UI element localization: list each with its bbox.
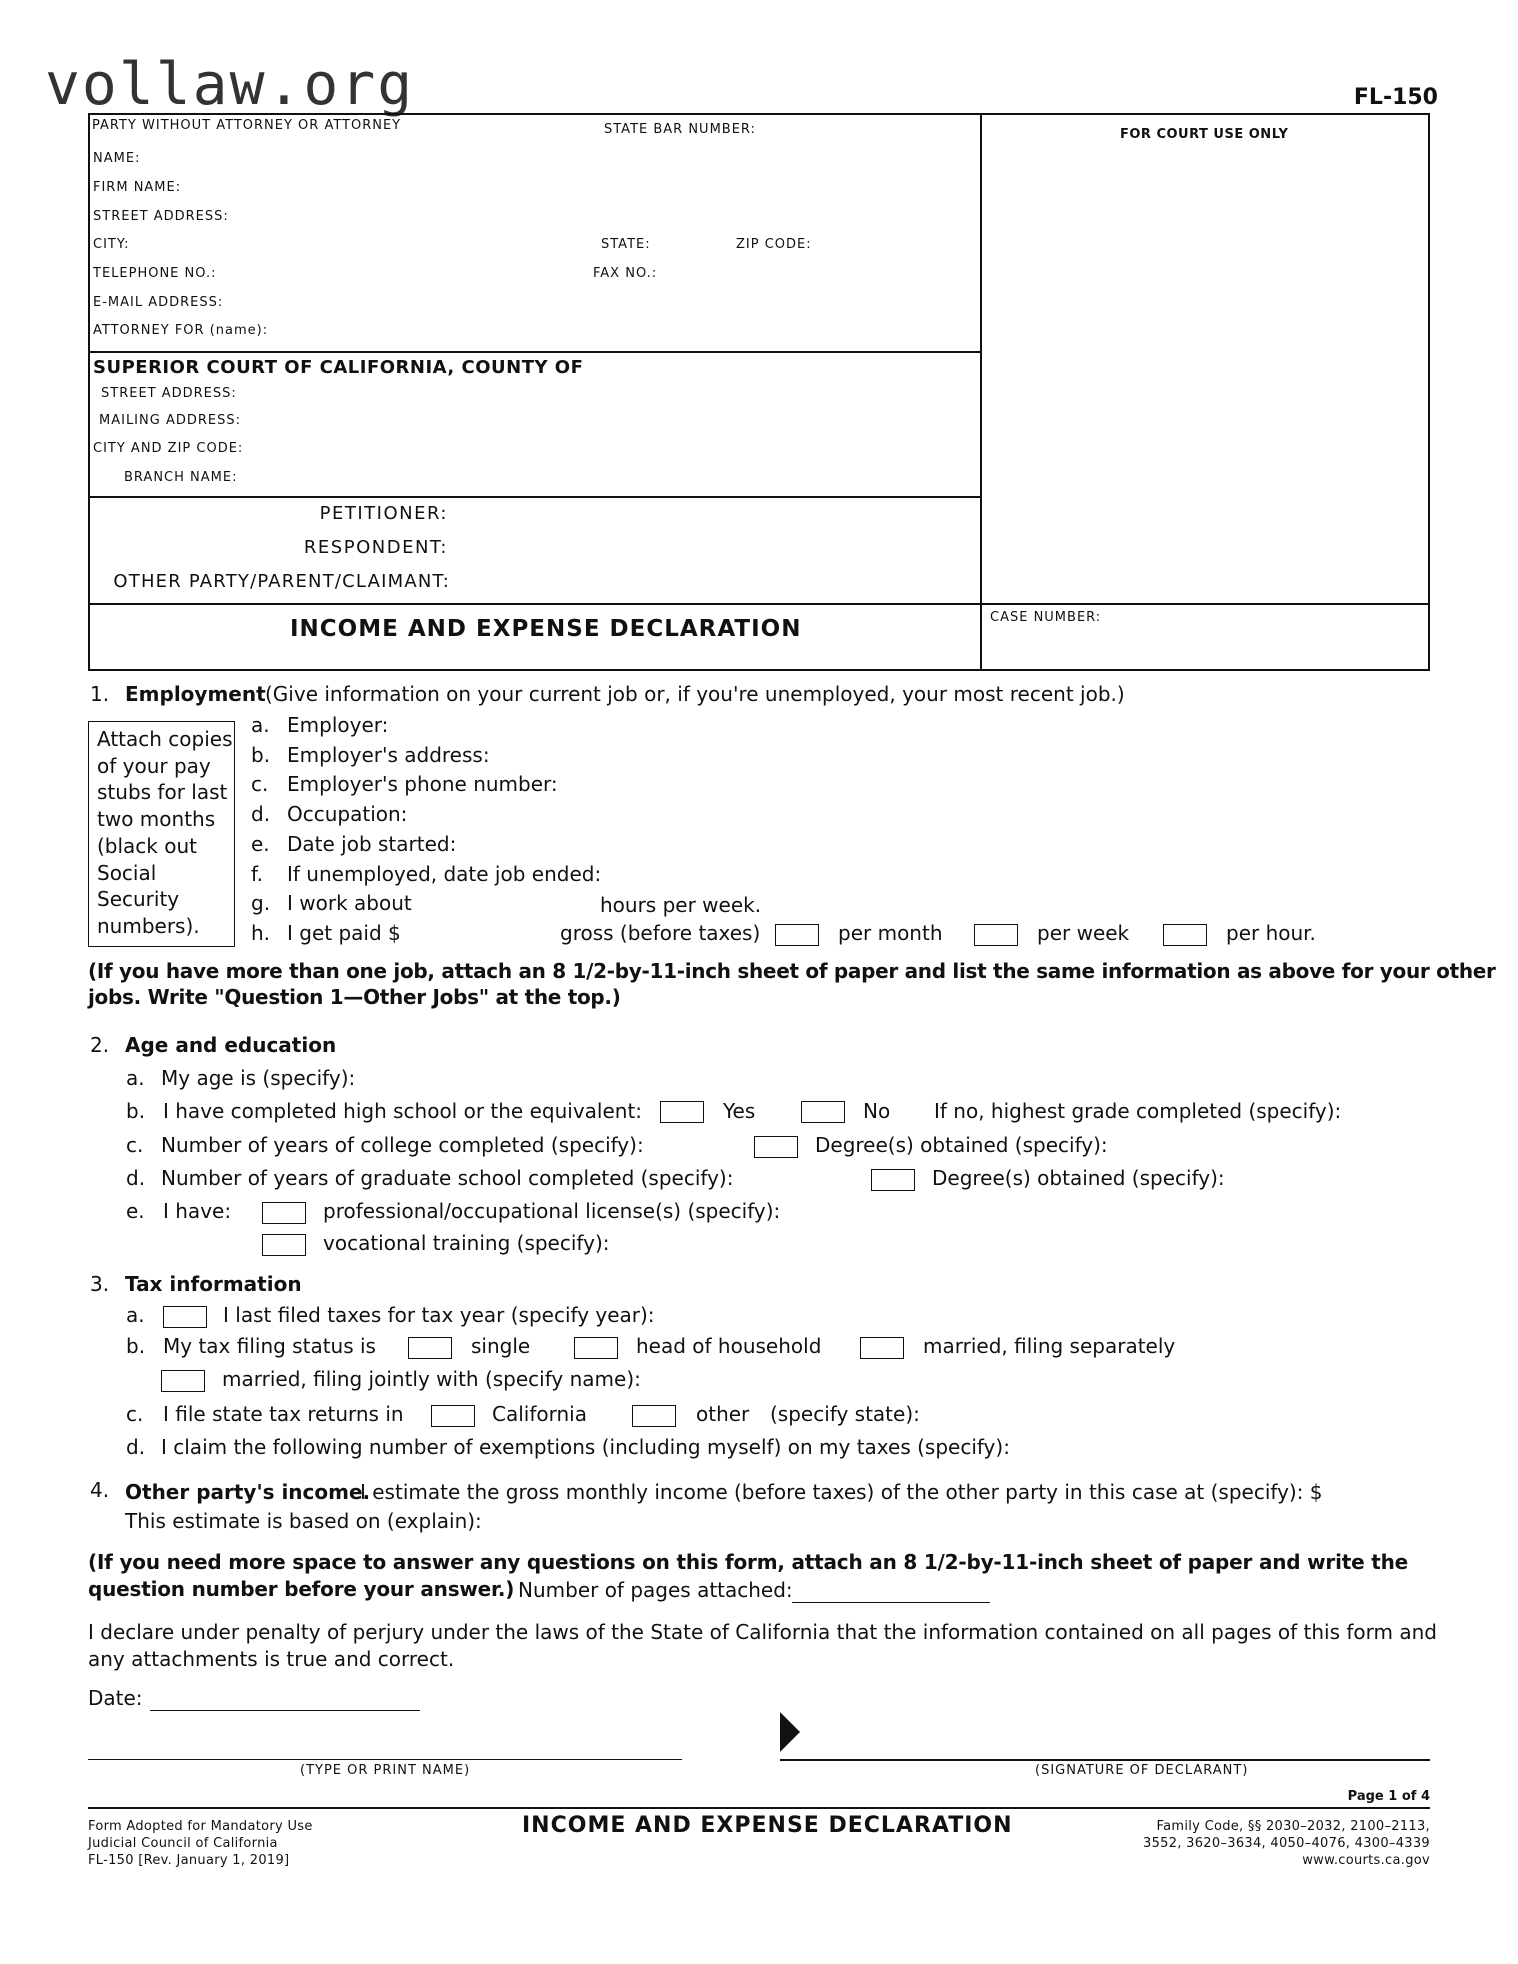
- court-street-label: STREET ADDRESS:: [101, 386, 237, 401]
- court-use-label: FOR COURT USE ONLY: [1120, 127, 1289, 142]
- vocational-checkbox[interactable]: [262, 1234, 306, 1256]
- q4-number: 4.: [90, 1478, 110, 1502]
- q3-d-letter: d.: [126, 1435, 146, 1459]
- q1-item-letter: h.: [251, 920, 271, 945]
- declaration-text-2: any attachments is true and correct.: [88, 1647, 455, 1671]
- more-space-note: (If you need more space to answer any questions on this form, attach an 8 1/2-by-11-inch sheet of paper and write the: [88, 1550, 1408, 1574]
- q2-title: Age and education: [125, 1033, 337, 1057]
- signature-field[interactable]: [780, 1759, 1430, 1761]
- signature-label: (SIGNATURE OF DECLARANT): [1035, 1763, 1249, 1778]
- attach-note-line: numbers).: [97, 913, 200, 938]
- footer-title: INCOME AND EXPENSE DECLARATION: [522, 1813, 1013, 1838]
- q1-item-label: If unemployed, date job ended:: [287, 861, 602, 886]
- q1-item-label: Employer:: [287, 713, 389, 737]
- branch-label: BRANCH NAME:: [124, 470, 238, 485]
- q1-item-label: I get paid $: [287, 920, 401, 945]
- attach-note-line: of your pay: [97, 753, 211, 778]
- last-filed-checkbox[interactable]: [163, 1306, 207, 1328]
- q2-e: I have:: [163, 1199, 232, 1223]
- footer-left-2: Judicial Council of California: [88, 1836, 278, 1851]
- q2-d-degree: Degree(s) obtained (specify):: [932, 1166, 1225, 1190]
- q3-a-letter: a.: [126, 1303, 145, 1327]
- form-title: INCOME AND EXPENSE DECLARATION: [290, 616, 802, 642]
- state-label: STATE:: [601, 237, 651, 252]
- pages-attached-field[interactable]: [792, 1602, 990, 1603]
- q1-title: Employment: [125, 682, 266, 706]
- q4-title: Other party's income.: [125, 1480, 371, 1504]
- party-label: PARTY WITHOUT ATTORNEY OR ATTORNEY: [92, 118, 402, 133]
- grad-degree-checkbox[interactable]: [871, 1169, 915, 1191]
- q1-item-letter: b.: [251, 742, 271, 767]
- q3-d: I claim the following number of exemptions (including myself) on my taxes (specify):: [161, 1435, 1010, 1459]
- petitioner-label: PETITIONER:: [319, 503, 448, 524]
- college-degree-checkbox[interactable]: [754, 1136, 798, 1158]
- q1-item-label: Employer's address:: [287, 742, 490, 767]
- q1-description: (Give information on your current job or, if you're unemployed, your most recent job.): [265, 682, 1125, 706]
- q2-e1: professional/occupational license(s) (specify):: [323, 1199, 781, 1223]
- footer-right-2: 3552, 3620–3634, 4050–4076, 4300–4339: [1143, 1836, 1430, 1851]
- gross-label: gross (before taxes): [560, 921, 761, 945]
- hs-yes-checkbox[interactable]: [660, 1101, 704, 1123]
- case-number-label: CASE NUMBER:: [990, 610, 1102, 625]
- footer-rule: [88, 1807, 1430, 1809]
- attorney-for-label: ATTORNEY FOR (name):: [93, 323, 269, 338]
- declaration-text: I declare under penalty of perjury under the laws of the State of California that the information contained on all pages of this form and: [88, 1620, 1437, 1644]
- fax-label: FAX NO.:: [593, 266, 658, 281]
- married-jointly-checkbox[interactable]: [161, 1370, 205, 1392]
- q3-b: My tax filing status is: [163, 1334, 376, 1358]
- attach-note-line: Social: [97, 860, 157, 885]
- q2-b-letter: b.: [126, 1099, 146, 1123]
- attach-note-line: Security: [97, 887, 180, 912]
- form-id: FL-150: [1353, 85, 1438, 110]
- california-label: California: [492, 1402, 587, 1426]
- attach-note-line: (black out: [97, 833, 197, 858]
- footer-left-3: FL-150 [Rev. January 1, 2019]: [88, 1853, 290, 1868]
- date-label: Date:: [88, 1686, 143, 1710]
- q4-basis: This estimate is based on (explain):: [125, 1509, 482, 1533]
- other-state-label: other: [696, 1402, 750, 1426]
- attorney-box: [88, 113, 982, 353]
- print-name-field[interactable]: [88, 1759, 682, 1760]
- attach-note-line: Attach copies: [97, 727, 233, 751]
- hours-label: hours per week.: [600, 893, 762, 917]
- q4-text: I estimate the gross monthly income (before taxes) of the other party in this case at (specify): $: [360, 1480, 1323, 1504]
- signature-arrow-icon: [780, 1712, 800, 1752]
- single-checkbox[interactable]: [408, 1337, 452, 1359]
- q2-a-letter: a.: [126, 1066, 145, 1090]
- married-separately-checkbox[interactable]: [860, 1337, 904, 1359]
- q2-e-letter: e.: [126, 1199, 145, 1223]
- per-month-label: per month: [838, 921, 943, 945]
- per-week-label: per week: [1037, 921, 1130, 945]
- q1-item-letter: f.: [251, 861, 263, 886]
- q3-c-letter: c.: [126, 1402, 144, 1426]
- name-label: NAME:: [93, 151, 141, 166]
- license-checkbox[interactable]: [262, 1202, 306, 1224]
- respondent-label: RESPONDENT:: [303, 537, 448, 558]
- other-state-checkbox[interactable]: [632, 1405, 676, 1427]
- q2-b: I have completed high school or the equivalent:: [163, 1099, 643, 1123]
- q2-e2: vocational training (specify):: [323, 1231, 610, 1255]
- married-jointly-label: married, filing jointly with (specify name):: [222, 1367, 641, 1391]
- court-mailing-label: MAILING ADDRESS:: [99, 413, 241, 428]
- q2-c-degree: Degree(s) obtained (specify):: [815, 1133, 1108, 1157]
- court-cityzip-label: CITY AND ZIP CODE:: [93, 441, 244, 456]
- state-bar-label: STATE BAR NUMBER:: [604, 122, 756, 137]
- q2-d-letter: d.: [126, 1166, 146, 1190]
- married-separately-label: married, filing separately: [923, 1334, 1176, 1358]
- q1-note-2: jobs. Write "Question 1—Other Jobs" at the top.): [88, 985, 621, 1009]
- q3-c: I file state tax returns in: [163, 1402, 404, 1426]
- q1-item-letter: c.: [251, 772, 269, 797]
- q2-c-letter: c.: [126, 1133, 144, 1157]
- hs-no-checkbox[interactable]: [801, 1101, 845, 1123]
- city-label: CITY:: [93, 237, 130, 252]
- q3-number: 3.: [90, 1272, 110, 1296]
- print-name-label: (TYPE OR PRINT NAME): [300, 1763, 471, 1778]
- q2-d: Number of years of graduate school completed (specify):: [161, 1166, 734, 1190]
- footer-right-3: www.courts.ca.gov: [1302, 1853, 1430, 1868]
- phone-label: TELEPHONE NO.:: [93, 266, 217, 281]
- q1-note: (If you have more than one job, attach an 8 1/2-by-11-inch sheet of paper and list the same information as above for your other: [88, 959, 1496, 983]
- head-of-household-checkbox[interactable]: [574, 1337, 618, 1359]
- q1-item-label: Employer's phone number:: [287, 772, 558, 797]
- q3-title: Tax information: [125, 1272, 302, 1296]
- q3-a: I last filed taxes for tax year (specify year):: [223, 1303, 655, 1327]
- street-label: STREET ADDRESS:: [93, 209, 229, 224]
- q1-item-letter: d.: [251, 802, 271, 827]
- hs-yes-label: Yes: [723, 1099, 756, 1123]
- more-space-note-2: question number before your answer.): [88, 1577, 515, 1601]
- q1-number: 1.: [90, 682, 110, 706]
- attach-note-line: stubs for last: [97, 780, 228, 805]
- q1-item-label: I work about: [287, 891, 412, 916]
- q1-item-letter: a.: [251, 713, 270, 737]
- per-hour-label: per hour.: [1226, 921, 1316, 945]
- single-label: single: [471, 1334, 531, 1358]
- q1-item-label: Date job started:: [287, 831, 457, 856]
- date-field[interactable]: [150, 1710, 420, 1711]
- firm-label: FIRM NAME:: [93, 180, 182, 195]
- q2-b-if-no: If no, highest grade completed (specify):: [934, 1099, 1342, 1123]
- q1-item-letter: g.: [251, 891, 271, 916]
- per-week-checkbox[interactable]: [974, 924, 1018, 946]
- per-month-checkbox[interactable]: [775, 924, 819, 946]
- zip-label: ZIP CODE:: [736, 237, 812, 252]
- q2-number: 2.: [90, 1033, 110, 1057]
- footer-right-1: Family Code, §§ 2030–2032, 2100–2113,: [1156, 1819, 1430, 1834]
- hs-no-label: No: [863, 1099, 891, 1123]
- q2-a: My age is (specify):: [161, 1066, 356, 1090]
- attach-note-line: two months: [97, 807, 216, 832]
- head-of-household-label: head of household: [636, 1334, 822, 1358]
- other-party-label: OTHER PARTY/PARENT/CLAIMANT:: [113, 571, 450, 592]
- attach-paystubs-note: [89, 722, 234, 940]
- court-use-box: [980, 113, 1430, 605]
- california-checkbox[interactable]: [431, 1405, 475, 1427]
- court-title: SUPERIOR COURT OF CALIFORNIA, COUNTY OF: [93, 357, 584, 378]
- pages-attached-label: Number of pages attached:: [518, 1578, 793, 1602]
- other-state-specify: (specify state):: [770, 1402, 920, 1426]
- footer-left-1: Form Adopted for Mandatory Use: [88, 1819, 313, 1834]
- page-number: Page 1 of 4: [1347, 1789, 1430, 1804]
- per-hour-checkbox[interactable]: [1163, 924, 1207, 946]
- q1-item-label: Occupation:: [287, 802, 408, 827]
- q1-item-letter: e.: [251, 831, 270, 856]
- attach-paystubs-box: [88, 721, 235, 947]
- q2-c: Number of years of college completed (specify):: [161, 1133, 644, 1157]
- email-label: E-MAIL ADDRESS:: [93, 295, 224, 310]
- q3-b-letter: b.: [126, 1334, 146, 1358]
- watermark: vollaw.org: [45, 50, 415, 118]
